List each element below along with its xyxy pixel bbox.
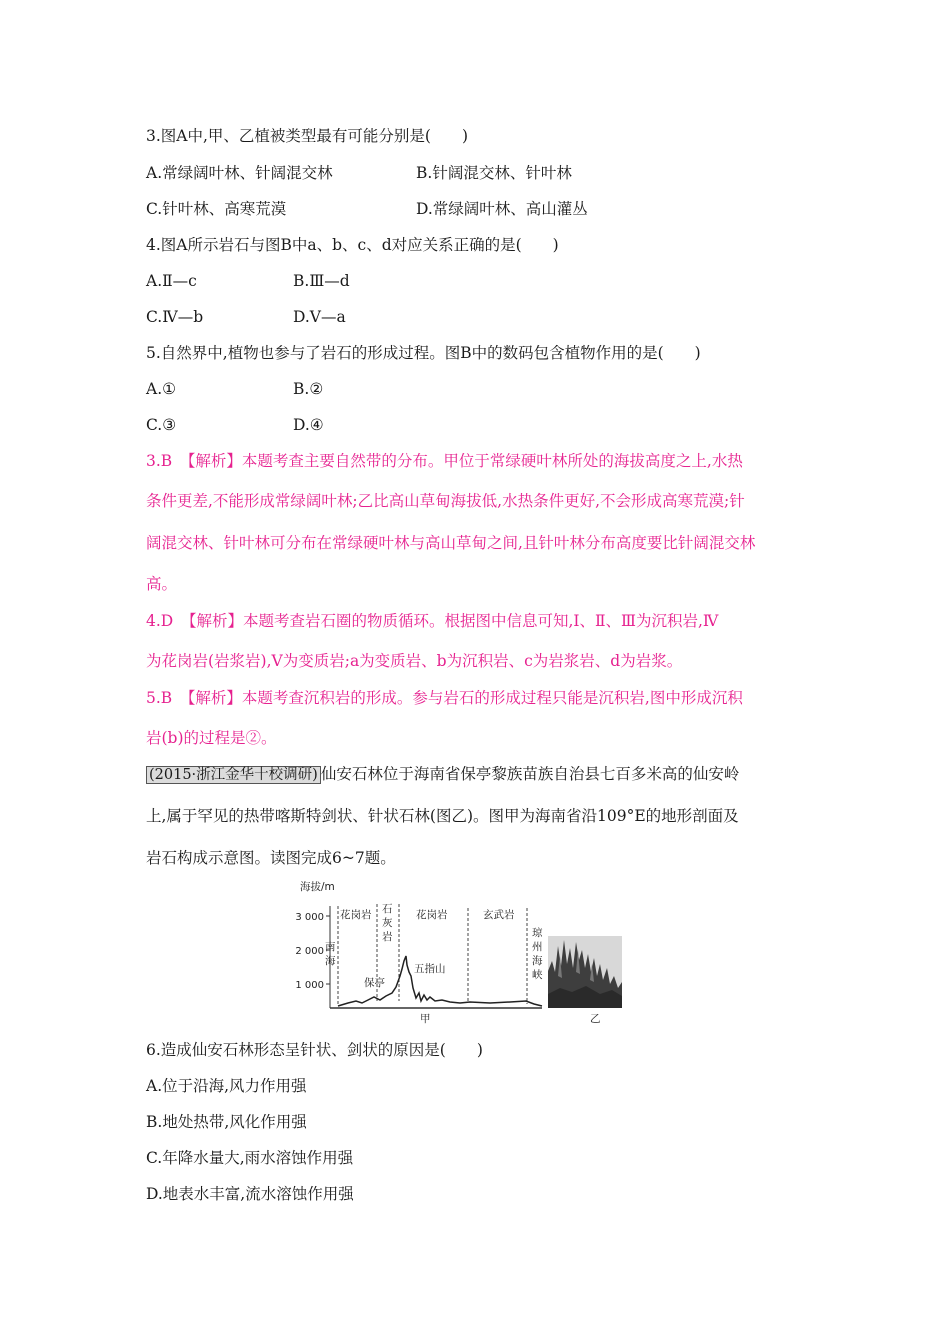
caption-jia: 甲 [420,1013,431,1025]
answer5-line1: 5.B 【解析】本题考查沉积岩的形成。参与岩石的形成过程只能是沉积岩,图中形成沉积 [146,689,743,707]
source-tag: (2015·浙江金华十校调研) [146,766,321,784]
zone-granite-1: 花岗岩 [340,909,372,921]
zone-granite-2: 花岗岩 [416,909,448,921]
q5-option-c: C.③ [146,416,177,434]
intro-line1 [146,764,739,785]
intro-line2: 上,属于罕见的热带喀斯特剑状、针状石林(图乙)。图甲为海南省沿109°E的地形剖面及 [146,807,739,825]
zone-limestone-3: 岩 [382,931,393,943]
q4-option-a: A.Ⅱ—c [146,272,197,290]
tick-3000: 3 000 [295,912,324,923]
y-axis-label: 海拔/m [300,881,335,893]
q4-option-c: C.Ⅳ—b [146,308,204,326]
answer3-line4: 高。 [146,575,178,593]
place-wuzhishan: 五指山 [414,963,446,975]
zone-basalt: 玄武岩 [483,909,515,921]
south-sea-2: 海 [325,955,336,967]
q4-stem: 4.图A所示岩石与图B中a、b、c、d对应关系正确的是( ) [146,236,559,254]
q6-option-b: B.地处热带,风化作用强 [146,1113,307,1131]
tick-1000: 1 000 [295,980,324,991]
q6-option-d: D.地表水丰富,流水溶蚀作用强 [146,1185,354,1203]
qiongzhou-3: 海 [532,955,543,967]
q6-stem: 6.造成仙安石林形态呈针状、剑状的原因是( ) [146,1041,483,1059]
qiongzhou-2: 州 [532,941,543,953]
zone-limestone-1: 石 [382,903,393,915]
answer3-line2: 条件更差,不能形成常绿阔叶林;乙比高山草甸海拔低,水热条件更好,不会形成高寒荒漠;针 [146,492,745,510]
q5-stem: 5.自然界中,植物也参与了岩石的形成过程。图B中的数码包含植物作用的是( ) [146,344,701,362]
q3-option-a: A.常绿阔叶林、针阔混交林 [146,164,333,182]
answer4-line1: 4.D 【解析】本题考查岩石圈的物质循环。根据图中信息可知,Ⅰ、Ⅱ、Ⅲ为沉积岩,Ⅳ [146,612,719,630]
intro-line3: 岩石构成示意图。读图完成6~7题。 [146,849,396,867]
q5-option-d: D.④ [293,416,324,434]
q6-option-a: A.位于沿海,风力作用强 [146,1077,307,1095]
q3-option-b: B.针阔混交林、针叶林 [416,164,572,182]
zone-limestone-2: 灰 [382,917,393,929]
answer4-line2: 为花岗岩(岩浆岩),Ⅴ为变质岩;a为变质岩、b为沉积岩、c为岩浆岩、d为岩浆。 [146,652,683,670]
terrain-profile-figure [290,876,650,1028]
q5-option-a: A.① [146,380,177,398]
qiongzhou-4: 峡 [532,969,543,981]
q6-option-c: C.年降水量大,雨水溶蚀作用强 [146,1149,354,1167]
south-sea-1: 南 [325,941,336,953]
stone-forest-photo [548,936,622,1008]
q3-stem: 3.图A中,甲、乙植被类型最有可能分别是( ) [146,127,469,145]
place-baoting: 保亭 [364,977,385,989]
answer5-line2: 岩(b)的过程是②。 [146,729,277,747]
q3-option-d: D.常绿阔叶林、高山灌丛 [416,200,588,218]
q5-option-b: B.② [293,380,324,398]
q4-option-b: B.Ⅲ—d [293,272,350,290]
answer3-line1: 3.B 【解析】本题考查主要自然带的分布。甲位于常绿硬叶林所处的海拔高度之上,水热 [146,452,743,470]
answer3-line3: 阔混交林、针叶林可分布在常绿硬叶林与高山草甸之间,且针叶林分布高度要比针阔混交林 [146,534,756,552]
tick-2000: 2 000 [295,946,324,957]
q3-option-c: C.针叶林、高寒荒漠 [146,200,287,218]
qiongzhou-1: 琼 [532,927,543,939]
intro-text1: 仙安石林位于海南省保亭黎族苗族自治县七百多米高的仙安岭 [320,765,740,783]
q4-option-d: D.Ⅴ—a [293,308,346,326]
caption-yi: 乙 [590,1013,601,1025]
